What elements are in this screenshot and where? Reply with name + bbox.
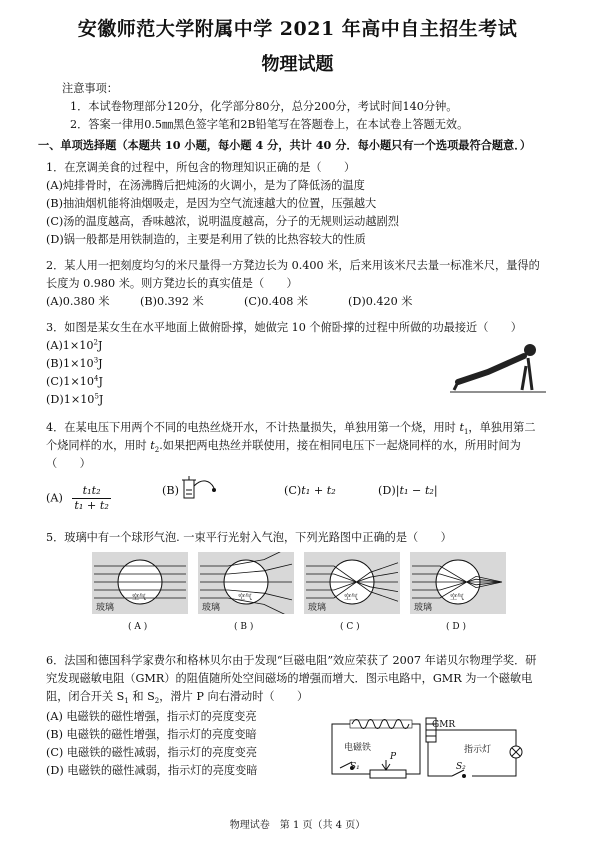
q3-option-a: $(A)1\times 10^2J$ [46, 338, 103, 352]
q4-stem-line2: 个烧同样的水，用时 $t_2$.如果把两电热丝并联使用，接在相同电压下一起烧同样的水，所用时间为 [46, 439, 521, 455]
q6-stem-line3: 阻，闭合开关 $S_1$ 和 $S_2$，滑片 P 向右滑动时（ ） [46, 690, 309, 706]
q6-stem-line2: 究发现磁敏电阻（GMR）的阻值随所处空间磁场的增强而增大．图示电路中，GMR 为一个磁敏电 [46, 672, 533, 685]
q3-option-b: $(B)1\times 10^3J$ [46, 356, 103, 370]
notice-item-1: 1．本试卷物理部分120分，化学部分80分，总分200分，考试时间140分钟。 [70, 100, 458, 113]
q6-s2-label: S₂ [456, 762, 466, 772]
q2-stem-line2: 长度为 0.980 米。则方凳边长的真实值是（ ） [46, 277, 298, 290]
q5-air-label-c: 空气 [344, 593, 358, 601]
q5-option-label-c: ( C ) [340, 622, 360, 632]
q5-stem: 5．玻璃中有一个球形气泡. 一束平行光射入气泡，下列光路图中正确的是（ ） [46, 531, 452, 544]
q4-option-b-figure [180, 474, 218, 502]
q2-option-c: (C)0.408 米 [244, 295, 309, 308]
q2-option-a: (A)0.380 米 [46, 295, 110, 308]
q2-option-b: (B)0.392 米 [140, 295, 204, 308]
q6-electromagnet-label: 电磁铁 [344, 743, 372, 753]
q5-air-label-a: 空气 [132, 593, 146, 601]
q1-option-d: (D)锅一般都是用铁制造的，主要是利用了铁的比热容较大的性质 [46, 233, 366, 246]
exam-title: 安徽师范大学附属中学 2021 年高中自主招生考试 [77, 18, 518, 40]
q1-option-b: (B)抽油烟机能将油烟吸走，是因为空气流速越大的位置，压强越大 [46, 197, 377, 210]
q5-glass-label-a: 玻璃 [96, 603, 115, 613]
q2-option-d: (D)0.420 米 [348, 295, 413, 308]
q5-air-label-d: 空气 [450, 593, 464, 601]
q5-glass-label-c: 玻璃 [308, 603, 327, 613]
q6-option-c: (C) 电磁铁的磁性减弱，指示灯的亮度变亮 [46, 746, 258, 759]
notice-heading: 注意事项： [62, 82, 118, 95]
q6-option-b: (B) 电磁铁的磁性增强，指示灯的亮度变暗 [46, 728, 257, 741]
q4-option-d: (D)|t₁ − t₂| [378, 484, 438, 497]
q6-gmr-label: GMR [432, 720, 456, 730]
notice-item-2: 2．答案一律用0.5㎜黑色签字笔和2B铅笔写在答题卷上，在本试卷上答题无效。 [70, 118, 469, 131]
q5-option-label-b: ( B ) [234, 622, 254, 632]
q3-option-d: $(D)1\times 10^5J$ [46, 392, 104, 406]
q6-option-d: (D) 电磁铁的磁性减弱，指示灯的亮度变暗 [46, 764, 258, 777]
q4-stem-line1: 4．在某电压下用两个不同的电热丝烧开水，不计热量损失，单独用第一个烧，用时 $t_1$，单独用第二 [46, 421, 536, 437]
q6-lamp-label: 指示灯 [464, 745, 492, 755]
q6-s1-label: S₁ [350, 762, 360, 772]
q5-air-label-b: 空气 [238, 593, 252, 601]
q4-option-a: (A) $\frac{\text{t₁t₂}}{\text{t₁ + t₂}}$ [46, 484, 109, 512]
q3-stem: 3．如图是某女生在水平地面上做俯卧撑，她做完 10 个俯卧撑的过程中所做的功最接近（ ） [46, 321, 522, 334]
q1-option-a: (A)炖排骨时，在汤沸腾后把炖汤的火调小，是为了降低汤的温度 [46, 179, 365, 192]
q3-option-c: $(C)1\times 10^4J$ [46, 374, 103, 388]
exam-subtitle: 物理试题 [261, 54, 334, 75]
q6-stem-line1: 6．法国和德国科学家费尔和格林贝尔由于发现“巨磁电阻”效应荣获了 2007 年诺贝尔物理学奖．研 [46, 654, 537, 667]
q5-glass-label-b: 玻璃 [202, 603, 221, 613]
q6-slider-label: P [390, 752, 397, 762]
page-footer: 物理试卷 第 1 页（共 4 页） [229, 820, 366, 831]
section-heading: 一、单项选择题（本题共 10 小题，每小题 4 分，共计 40 分．每小题只有一个选项最符合题意．） [38, 138, 532, 152]
q1-stem: 1．在烹调美食的过程中，所包含的物理知识正确的是（ ） [46, 161, 356, 174]
q5-option-label-d: ( D ) [446, 622, 466, 632]
pushup-figure [448, 338, 548, 396]
q4-option-b: (B) [162, 484, 179, 497]
q2-stem-line1: 2．某人用一把刻度均匀的米尺量得一方凳边长为 0.400 米，后来用该米尺去量一标准米尺，量得的 [46, 259, 540, 272]
q1-option-c: (C)汤的温度越高，香味越浓，说明温度越高，分子的无规则运动越剧烈 [46, 215, 399, 228]
q5-glass-label-d: 玻璃 [414, 603, 433, 613]
q6-option-a: (A) 电磁铁的磁性增强，指示灯的亮度变亮 [46, 710, 257, 723]
q5-option-label-a: ( A ) [128, 622, 148, 632]
q4-option-c: (C)t₁ + t₂ [284, 484, 336, 497]
q4-stem-line3: （ ） [46, 457, 91, 470]
